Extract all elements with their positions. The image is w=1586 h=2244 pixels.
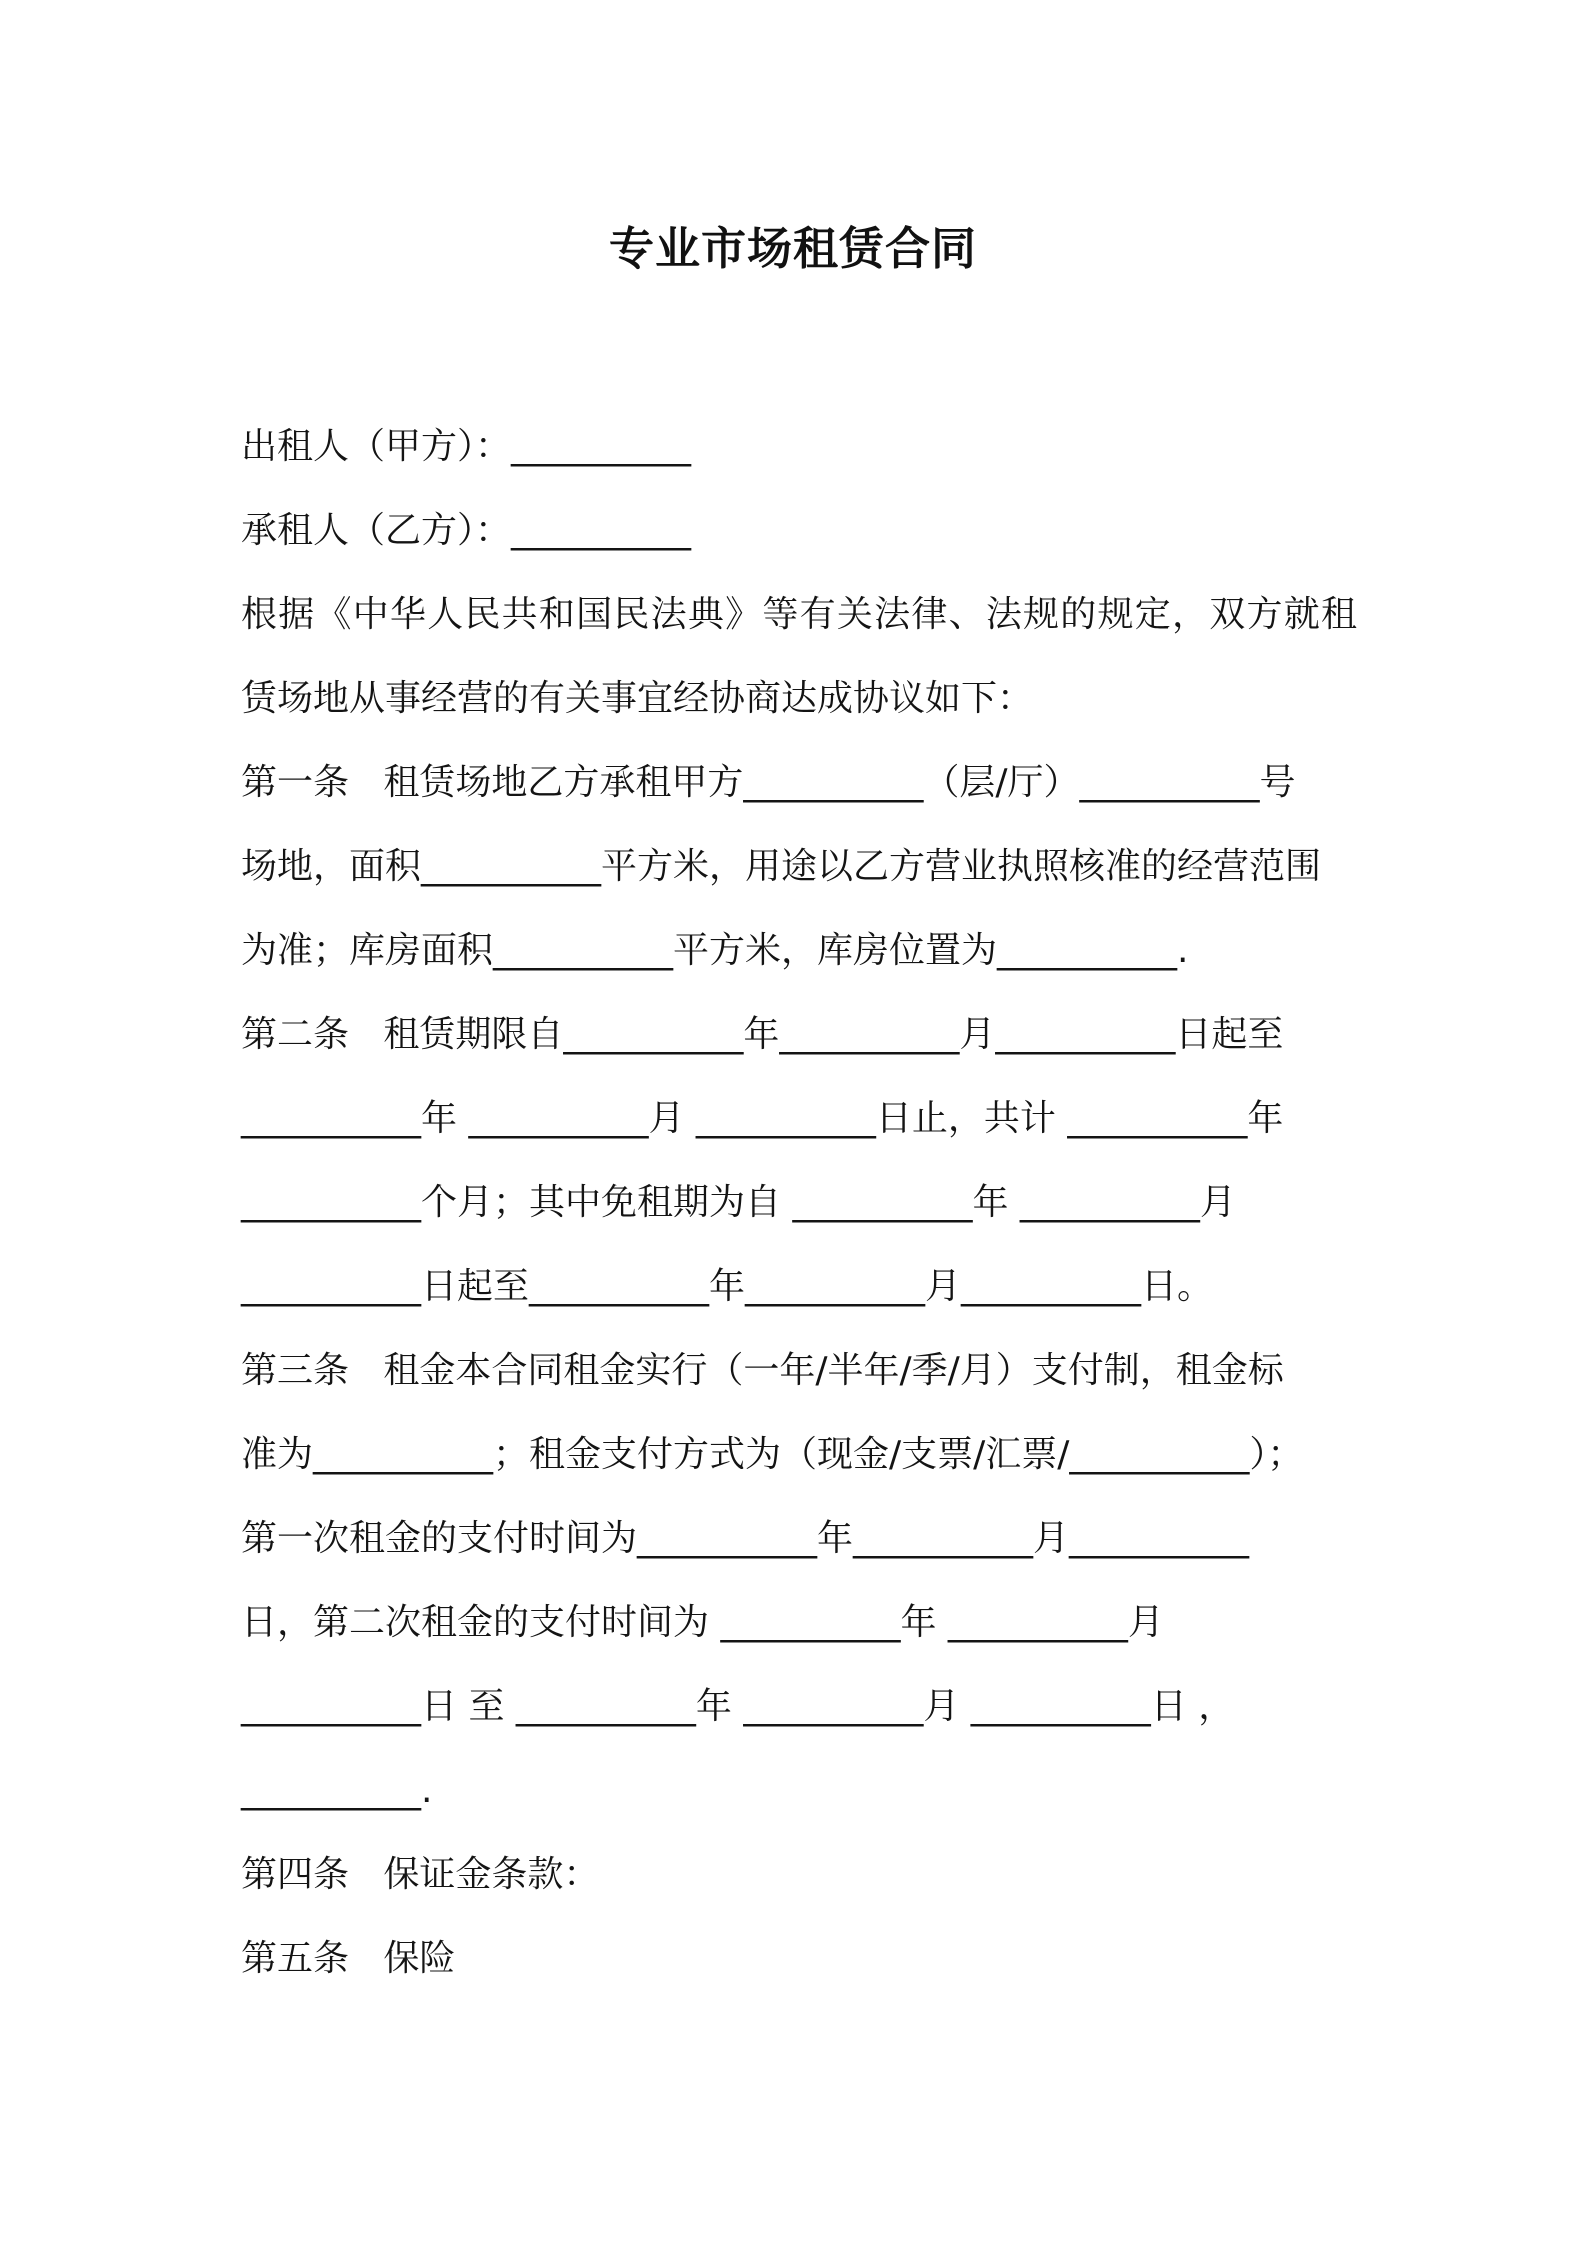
article-2-line-3: __________个月；其中免租期为自 __________年 __________月	[241, 1182, 1236, 1223]
preamble-line-2: 赁场地从事经营的有关事宜经协商达成协议如下：	[241, 678, 1034, 719]
article-3-line-1: 第三条 租金本合同租金实行（一年/半年/季/月）支付制，租金标	[241, 1350, 1284, 1391]
article-5-heading: 第五条 保险	[241, 1938, 456, 1979]
lessor-line: 出租人（甲方）：__________	[241, 426, 692, 467]
article-4-heading: 第四条 保证金条款：	[241, 1854, 600, 1895]
article-1-line-2: 场地，面积__________平方米，用途以乙方营业执照核准的经营范围	[241, 846, 1322, 887]
article-3-line-6: __________.	[241, 1770, 433, 1811]
preamble-line-1: 根据《中华人民共和国民法典》等有关法律、法规的规定，双方就租	[241, 594, 1357, 635]
article-2-line-1: 第二条 租赁期限自__________年__________月__________日起至	[241, 1014, 1284, 1055]
article-3-line-5: __________日 至 __________年 __________月 __________日 ，	[241, 1686, 1235, 1727]
article-1-line-1: 第一条 租赁场地乙方承租甲方__________（层/厅）__________号	[241, 762, 1296, 803]
lessee-line: 承租人（乙方）：__________	[241, 510, 692, 551]
article-3-line-3: 第一次租金的支付时间为__________年__________月__________	[241, 1518, 1250, 1559]
document-title: 专业市场租赁合同	[608, 222, 977, 275]
article-3-line-2: 准为__________；租金支付方式为（现金/支票/汇票/__________）；	[241, 1434, 1304, 1475]
article-2-line-4: __________日起至__________年__________月__________日。	[241, 1266, 1214, 1307]
article-2-line-2: __________年 __________月 __________日止，共计 __________年	[241, 1098, 1284, 1139]
article-1-line-3: 为准；库房面积__________平方米，库房位置为__________.	[241, 930, 1189, 971]
contract-body	[241, 405, 1357, 2001]
article-3-line-4: 日，第二次租金的支付时间为 __________年 __________月	[241, 1602, 1164, 1643]
